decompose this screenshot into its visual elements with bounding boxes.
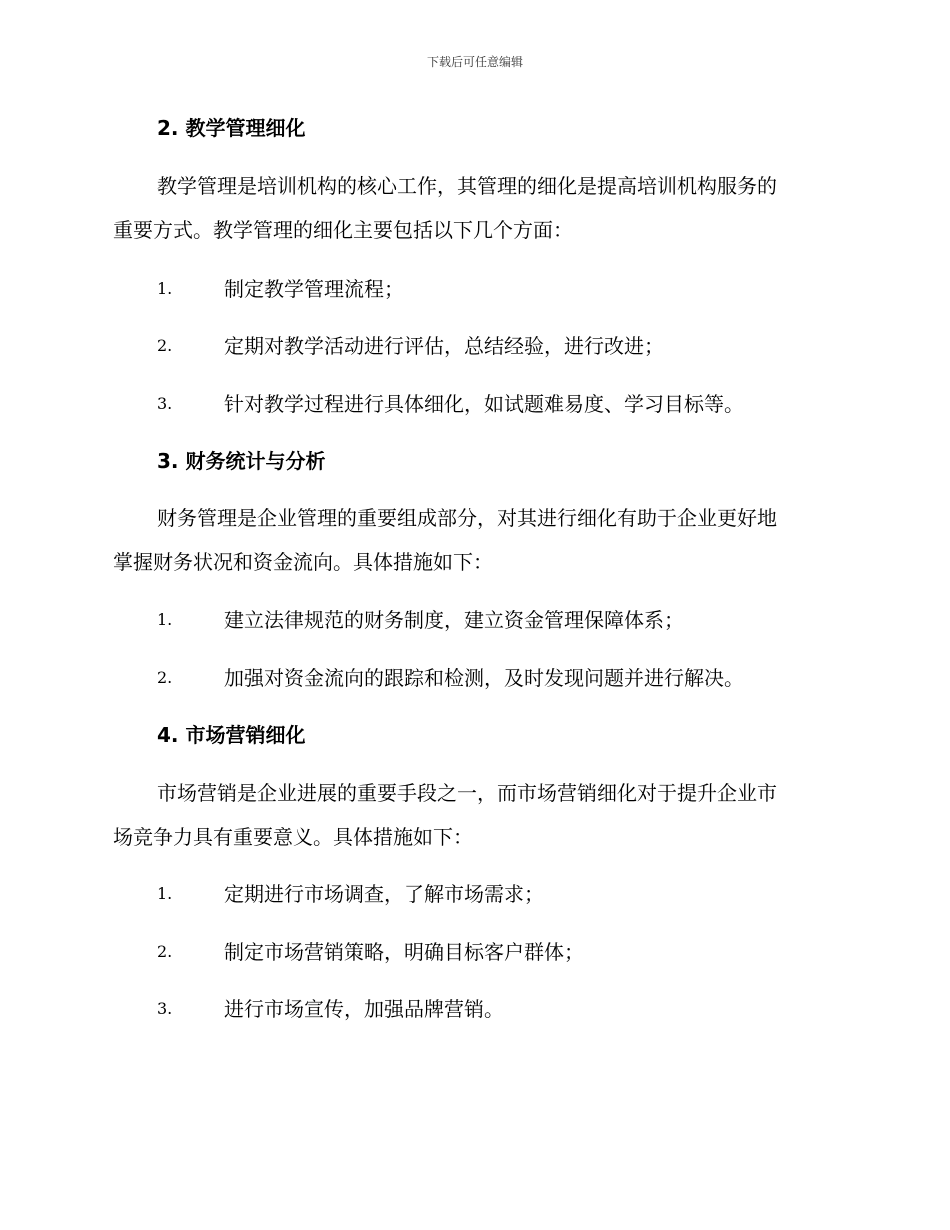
list-text: 制定教学管理流程； <box>224 277 404 301</box>
header-note: 下载后可任意编辑 <box>426 55 523 69</box>
list-number: 1. <box>157 279 173 298</box>
paragraph-line: 重要方式。教学管理的细化主要包括以下几个方面： <box>113 218 573 242</box>
list-number: 1. <box>157 884 173 903</box>
list-number: 1. <box>157 610 173 629</box>
list-number: 2. <box>157 336 173 355</box>
list-text: 定期进行市场调查，了解市场需求； <box>224 882 544 906</box>
list-text: 加强对资金流向的跟踪和检测，及时发现问题并进行解决。 <box>224 666 744 690</box>
list-text: 建立法律规范的财务制度，建立资金管理保障体系； <box>224 608 684 632</box>
list-number: 2. <box>157 942 173 961</box>
paragraph-line: 场竞争力具有重要意义。具体措施如下： <box>113 825 473 849</box>
list-number: 3. <box>157 999 173 1018</box>
paragraph-line: 财务管理是企业管理的重要组成部分，对其进行细化有助于企业更好地 <box>157 506 777 530</box>
paragraph-line: 教学管理是培训机构的核心工作，其管理的细化是提高培训机构服务的 <box>157 174 777 198</box>
list-text: 制定市场营销策略，明确目标客户群体； <box>224 940 584 964</box>
section-heading: 4. 市场营销细化 <box>157 723 306 747</box>
list-text: 针对教学过程进行具体细化，如试题难易度、学习目标等。 <box>224 392 744 416</box>
list-text: 进行市场宣传，加强品牌营销。 <box>224 997 504 1021</box>
section-heading: 2. 教学管理细化 <box>157 116 306 140</box>
paragraph-line: 掌握财务状况和资金流向。具体措施如下： <box>113 550 493 574</box>
list-text: 定期对教学活动进行评估，总结经验，进行改进； <box>224 334 664 358</box>
list-number: 2. <box>157 668 173 687</box>
list-number: 3. <box>157 394 173 413</box>
section-heading: 3. 财务统计与分析 <box>157 449 326 473</box>
paragraph-line: 市场营销是企业进展的重要手段之一，而市场营销细化对于提升企业市 <box>157 781 777 805</box>
